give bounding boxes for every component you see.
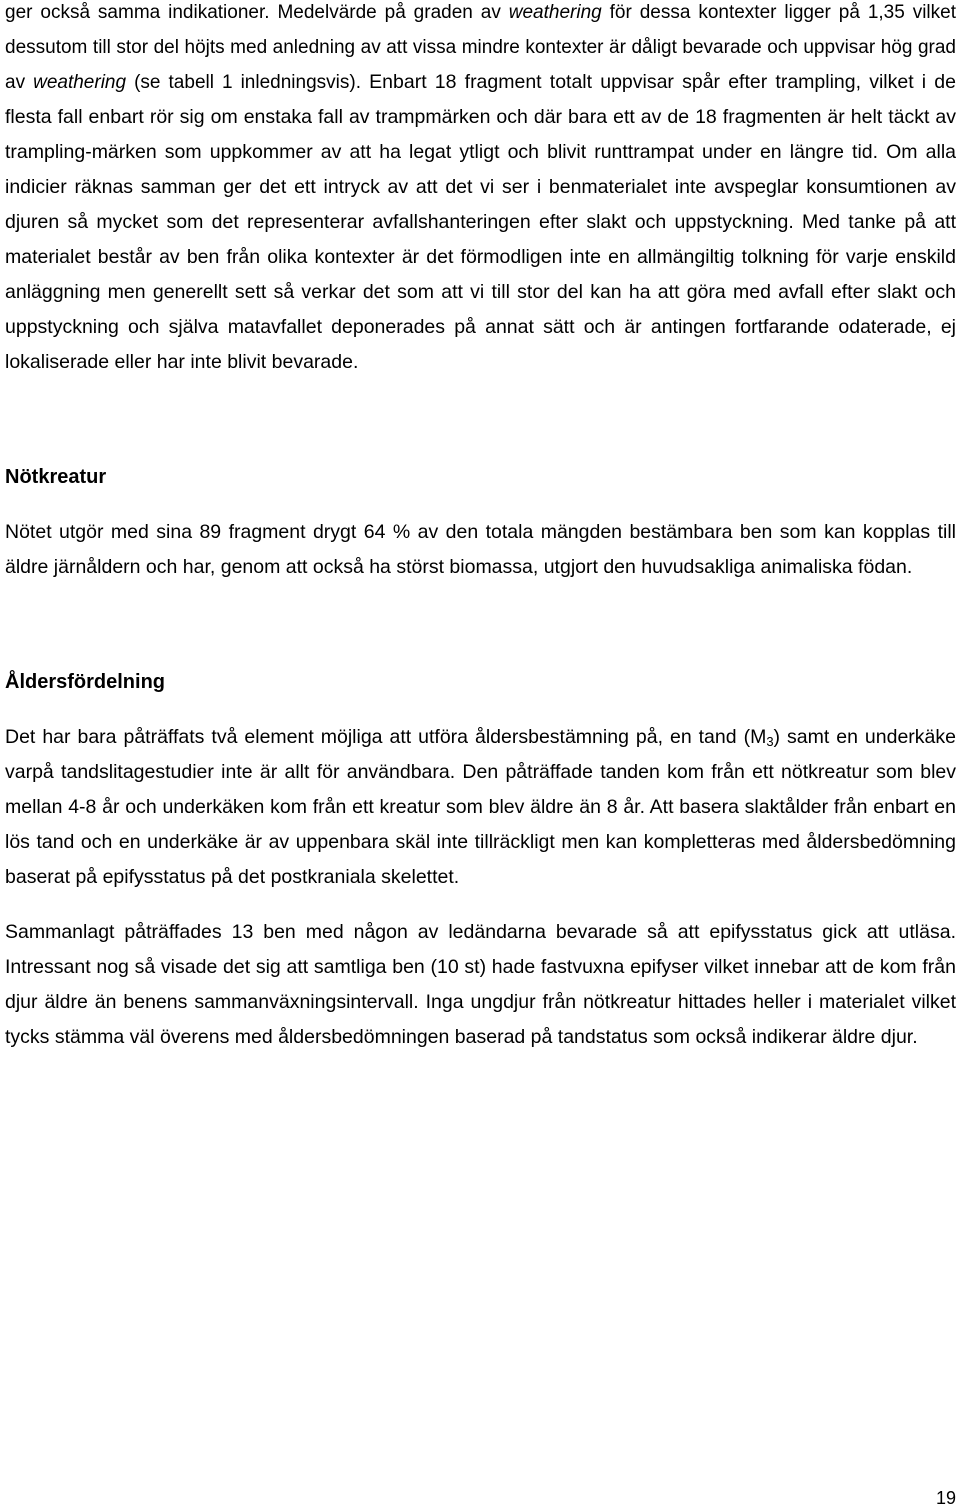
paragraph-text-a: ger också samma indikationer. Medelvärde på graden av xyxy=(5,2,509,23)
paragraph-text-a: Det har bara påträffats två element möjliga att utföra åldersbestämning på, en tand (M xyxy=(5,726,767,748)
paragraph-text-c: (se tabell 1 inledningsvis). xyxy=(126,72,361,93)
document-page xyxy=(5,0,956,1055)
term-weathering-2: weathering xyxy=(33,72,127,93)
heading-notkreatur: Nötkreatur xyxy=(5,466,107,488)
tooth-subscript: 3 xyxy=(766,734,774,749)
paragraph-text-b: för dessa kontexter ligger på 1,35 vilket dessutom till stor del höjts med anledning av att vissa mindre kontexter är dåligt bevarade och uppvisar hög grad av xyxy=(5,2,957,93)
paragraph-weathering xyxy=(5,0,956,380)
heading-aldersfordelning: Åldersfördelning xyxy=(5,671,166,693)
paragraph-aldersbestamning xyxy=(5,720,956,895)
paragraph-notkreatur: Nötet utgör med sina 89 fragment drygt 64 % av den totala mängden bestämbara ben som kan kopplas till äldre järnåldern och har, genom att också ha störst biomassa, utgjort den huvudsakliga animaliska födan. xyxy=(5,521,956,578)
term-weathering-1: weathering xyxy=(508,2,602,23)
paragraph-text-b: ) samt en underkäke varpå tandslitagestudier inte är allt för användbara. Den påträffade tanden kom från ett nötkreatur som blev mellan 4-8 år och underkäken kom från ett kreatur som blev äldre än 8 år. Att basera slaktålder från enbart en lös tand och en underkäke är av uppenbara skäl inte tillräckligt men kan kompletteras med åldersbedömning baserat på epifysstatus på det postkraniala skelettet. xyxy=(5,726,956,888)
paragraph-epifysstatus: Sammanlagt påträffades 13 ben med någon av ledändarna bevarade så att epifysstatus gick att utläsa. Intressant nog så visade det sig att samtliga ben (10 st) hade fastvuxna epifyser vilket innebar att de kom från djur äldre än benens sammanväxningsintervall. Inga ungdjur från nötkreatur hittades heller i materialet vilket tycks stämma väl överens med åldersbedömningen baserad på tandstatus som också indikerar äldre djur. xyxy=(5,921,956,1048)
paragraph-text-d: Enbart 18 fragment totalt uppvisar spår efter trampling, vilket i de flesta fall enbart rör sig om enstaka fall av trampmärken och där bara ett av de 18 fragmenten är helt täckt av trampling-märken som uppkommer av att ha legat ytligt och blivit runttrampat under en längre tid. Om alla indicier räknas samman ger det ett intryck av att det vi ser i benmaterialet inte avspeglar konsumtionen av djuren så mycket som det representerar avfallshanteringen efter slakt och uppstyckning. Med tanke på att materialet består av ben från olika kontexter är det förmodligen inte en allmängiltig tolkning för varje enskild anläggning men generellt sett så verkar det som att vi till stor del kan ha att göra med avfall efter slakt och uppstyckning och själva matavfallet deponerades på annat sätt och är antingen fortfarande odaterade, ej lokaliserade eller har inte blivit bevarade. xyxy=(5,71,956,373)
page-number: 19 xyxy=(935,1488,956,1508)
